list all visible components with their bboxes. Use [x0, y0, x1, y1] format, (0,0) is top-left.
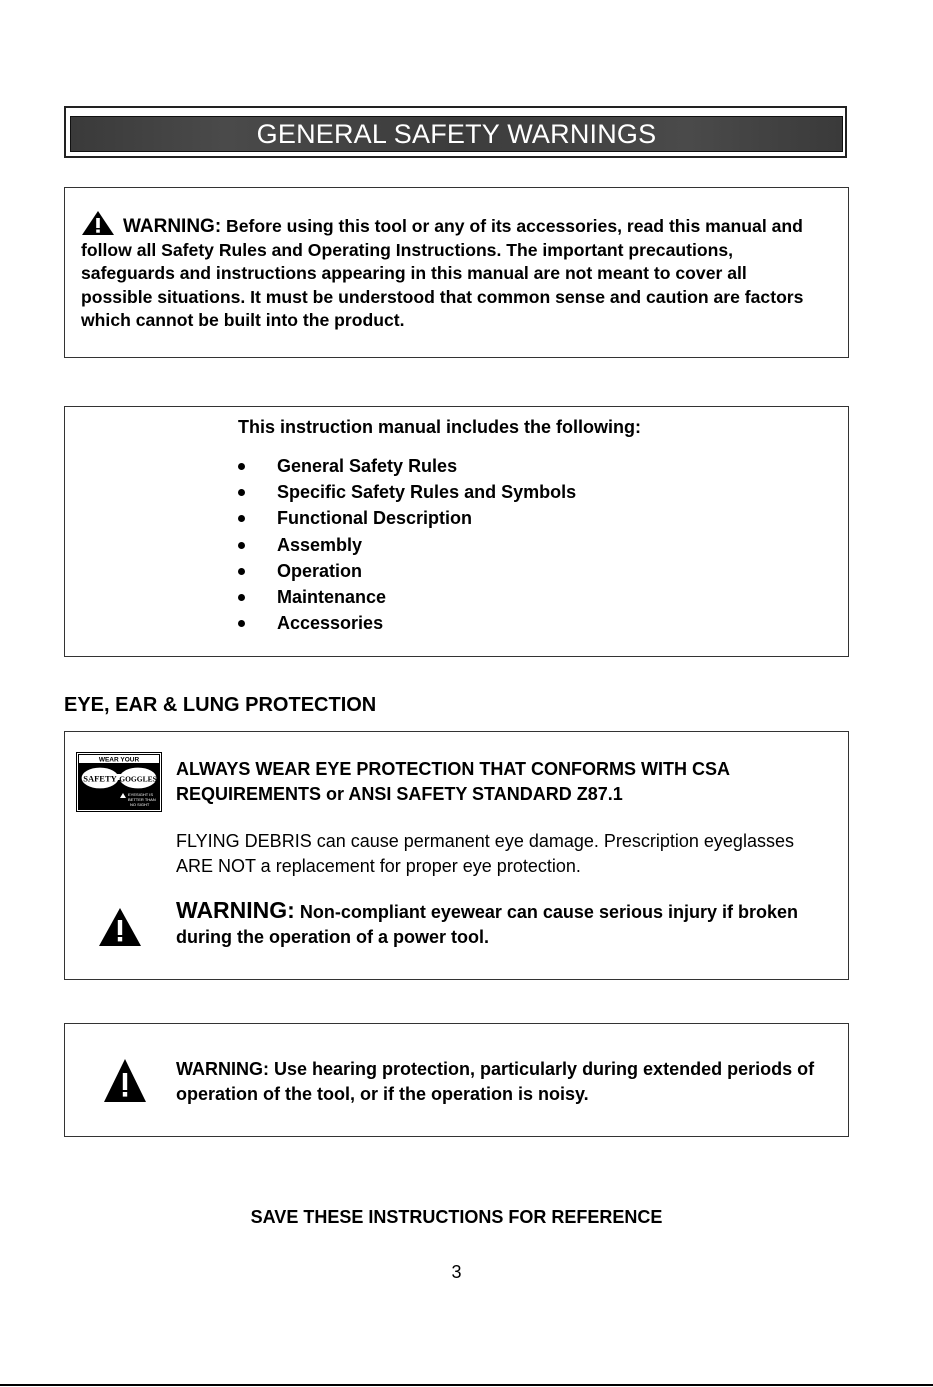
bullet-icon — [238, 489, 245, 496]
list-item — [236, 505, 576, 531]
bullet-icon — [238, 463, 245, 470]
general-warning-label: WARNING: — [123, 216, 222, 237]
contents-heading: This instruction manual includes the following: — [238, 417, 642, 437]
sign-top-text: WEAR YOUR — [98, 756, 140, 764]
contents-list — [236, 453, 576, 636]
list-item — [236, 479, 576, 505]
page-title: GENERAL SAFETY WARNINGS — [70, 116, 843, 152]
list-item — [236, 532, 576, 558]
eyewear-warning-text — [176, 898, 816, 950]
hearing-warning-text: WARNING: Use hearing protection, particularly during extended periods of operation of the tool, or if the operation is noisy. — [176, 1059, 815, 1104]
bullet-icon — [238, 620, 245, 627]
sign-left-text: SAFETY — [83, 773, 117, 784]
sign-small-text-3: NO SIGHT — [130, 802, 150, 807]
bullet-icon — [238, 542, 245, 549]
general-warning-text — [81, 210, 821, 333]
bullet-icon — [238, 515, 245, 522]
list-item-label: Maintenance — [277, 586, 387, 607]
general-warning-body: Before using this tool or any of its accessories, read this manual and follow all Safety Rules and Operating Instructions. The important precautions, safeguards and instructions appearing in this manual are not meant to cover all possible situations. It must be understood that common sense and caution are factors which cannot be built into the product. — [81, 216, 804, 330]
list-item — [236, 558, 576, 584]
list-item-label: Functional Description — [277, 508, 473, 529]
bullet-icon — [238, 594, 245, 601]
list-item-label: Accessories — [277, 613, 384, 634]
warning-triangle-icon — [98, 907, 142, 947]
list-item-label: Specific Safety Rules and Symbols — [277, 482, 577, 503]
eye-requirement-text: ALWAYS WEAR EYE PROTECTION THAT CONFORMS WITH CSA REQUIREMENTS or ANSI SAFETY STANDARD Z87.1 — [176, 759, 730, 804]
bottom-rule — [0, 1384, 933, 1386]
list-item-label: Operation — [277, 560, 363, 581]
list-item — [236, 584, 576, 610]
list-item-label: Assembly — [277, 534, 363, 555]
sign-small-text-2: BETTER THAN — [128, 797, 156, 802]
warning-triangle-icon — [81, 210, 115, 236]
eyewear-warning-body: Non-compliant eyewear can cause serious injury if broken during the operation of a power tool. — [176, 902, 798, 947]
bullet-icon — [238, 568, 245, 575]
section-heading: EYE, EAR & LUNG PROTECTION — [64, 694, 377, 716]
safety-goggles-sign-icon — [76, 752, 162, 812]
sign-right-text: GOGGLES — [119, 774, 157, 784]
list-item — [236, 610, 576, 636]
eye-body-text: FLYING DEBRIS can cause permanent eye damage. Prescription eyeglasses ARE NOT a replacement for proper eye protection. — [176, 831, 794, 876]
page-number: 3 — [451, 1262, 462, 1282]
list-item-label: General Safety Rules — [277, 456, 458, 476]
sign-small-text-1: EYESIGHT IS — [128, 792, 154, 797]
list-item — [236, 453, 576, 479]
save-instructions-text: SAVE THESE INSTRUCTIONS FOR REFERENCE — [250, 1207, 663, 1227]
eyewear-warning-label: WARNING: — [176, 897, 295, 923]
warning-triangle-icon — [103, 1058, 147, 1103]
